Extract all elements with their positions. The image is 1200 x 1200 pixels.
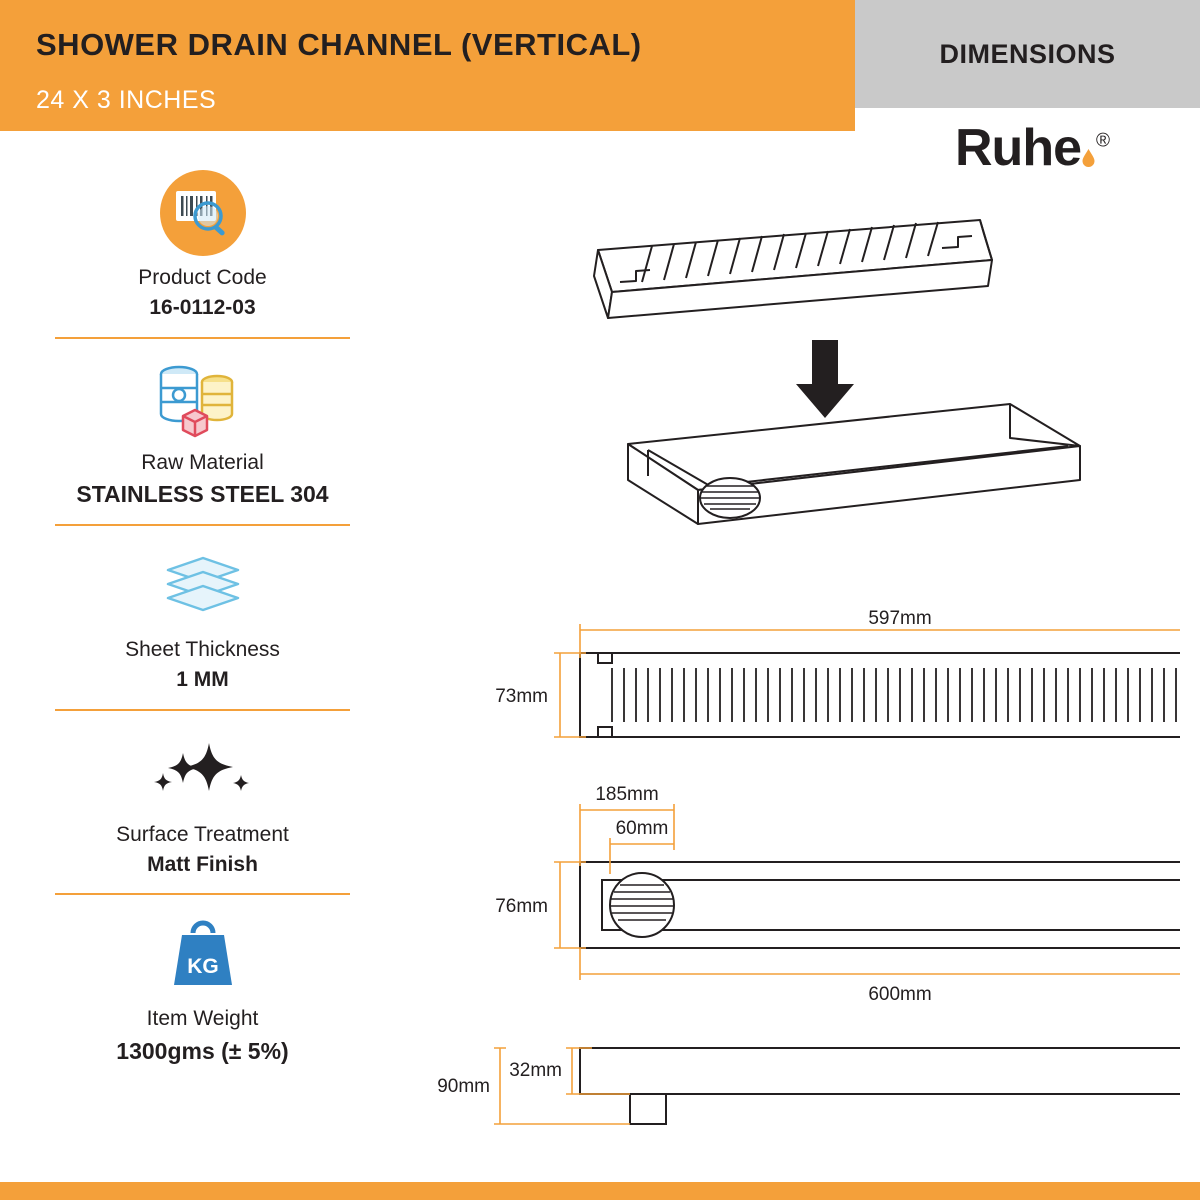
page-subtitle: 24 X 3 INCHES: [36, 86, 217, 114]
sparkle-shine-icon: [55, 727, 350, 813]
spec-item-sheet-thickness: [55, 524, 350, 709]
dimension-label-channel-depth: 32mm: [509, 1060, 562, 1081]
spec-item-weight: [55, 893, 350, 1080]
spec-item-surface-treatment: [55, 709, 350, 894]
spec-label: Surface Treatment: [116, 822, 289, 846]
spec-value: 1300gms (± 5%): [116, 1037, 289, 1064]
dimension-label-grate-length: 597mm: [868, 608, 932, 629]
spec-value: Matt Finish: [147, 853, 258, 877]
technical-drawings: [380, 150, 1180, 1180]
brand-name: Ruhe: [955, 119, 1081, 177]
spec-value: 1 MM: [176, 668, 229, 692]
spec-label: Sheet Thickness: [125, 638, 280, 662]
spec-value: STAINLESS STEEL 304: [76, 481, 329, 508]
body-top-view: [580, 862, 1180, 948]
dimension-label-body-length: 600mm: [868, 984, 932, 1005]
dimension-label-body-width: 76mm: [495, 896, 548, 917]
dimension-label-outlet-offset: 185mm: [595, 784, 659, 805]
section-label: DIMENSIONS: [939, 38, 1116, 69]
footer-accent-bar: [0, 1182, 1200, 1200]
dimension-body-length: [580, 948, 1180, 980]
spec-label: Product Code: [138, 266, 267, 289]
page-title: SHOWER DRAIN CHANNEL (VERTICAL): [36, 27, 642, 62]
spec-item-raw-material: [55, 337, 350, 524]
grate-top-view: [580, 653, 1180, 737]
spec-label: Item Weight: [146, 1007, 259, 1031]
side-elevation-view: [580, 1048, 1180, 1124]
svg-text:KG: KG: [186, 955, 219, 979]
weight-bag-icon: [55, 911, 350, 997]
dimension-label-outlet-diameter: 60mm: [615, 818, 669, 839]
spec-list: [55, 170, 350, 1081]
barcode-search-icon: [55, 170, 350, 256]
dimension-label-total-height: 90mm: [437, 1076, 490, 1097]
spec-item-product-code: [55, 170, 350, 337]
assembly-arrow: [796, 340, 854, 418]
spec-label: Raw Material: [141, 450, 264, 474]
dimension-label-grate-width: 73mm: [495, 686, 548, 707]
raw-material-drums-icon: [55, 355, 350, 441]
sheet-layers-icon: [55, 542, 350, 628]
spec-value: 16-0112-03: [149, 296, 256, 320]
registered-mark: ®: [1096, 130, 1109, 152]
